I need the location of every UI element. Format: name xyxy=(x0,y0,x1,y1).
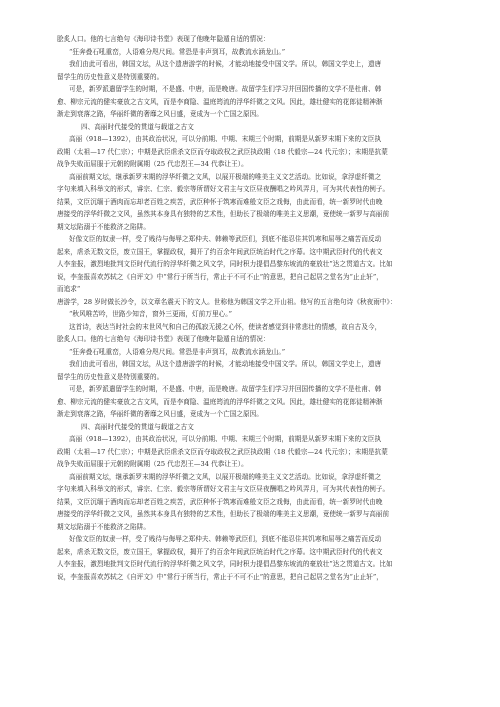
text-line: 好像文臣的奴隶一样，受了贱待与侮辱之郑仲夫、韩赖等武臣们，到底不能忍住其饥寒和屈辱之痛苦而反动 xyxy=(69,535,382,543)
text-line: 脍炙人口。他的七言绝句《海印诗书堂》表现了他晚年隐遁自适的情况： xyxy=(57,335,270,343)
text-line: 渐走到衰落之路，华丽纤微的奢靡之风日盛，竟成为一个亡国之原因。 xyxy=(57,410,263,418)
text-line: 我们由此可看出，韩国文坛，从这个遗唐游学的时候，才能动地接受中国文学。所以，韩国文学史上，遗唐 xyxy=(69,360,382,368)
text-line: 好像文臣的奴隶一样，受了贱待与侮辱之郑仲夫、韩赖等武臣们，到底不能忍住其饥寒和屈辱之痛苦而反动 xyxy=(69,235,382,243)
text-line: 起来，虐杀无数文臣，废立国王，掌握政权，揭开了约百余年间武臣统治时代之序幕。这中期武臣时代的代表文 xyxy=(57,247,383,256)
text-line: 可是，新罗派遣留学生的时期，不是盛、中唐，而是晚唐。故留学生们学习并回国传播的文学不是杜甫、韩 xyxy=(69,85,382,93)
document-body xyxy=(57,33,447,583)
text-line: 政期（太祖—17 代仁宗）；中期是武臣虐杀文臣而夺取政权之武臣执政期（18 代毅宗—24 代元宗）；末期是抗蒙 xyxy=(57,147,388,156)
text-line: 唐接受的浮华纤微之文风，虽然其本身具有独特的艺术性，但助长了极端的唯美主义思潮，竟使统一新罗与高丽前 xyxy=(57,510,390,518)
text-line: 字句来填入科举文的形式，睿宗、仁宗、毅宗等所谓好文君主与文臣昼夜酬唱之吟风弄月，可为其代表性的例子。 xyxy=(57,185,390,193)
text-line: 脍炙人口。他的七言绝句《海印诗书堂》表现了他晚年隐遁自适的情况： xyxy=(57,35,270,43)
text-line: 可是，新罗派遣留学生的时期，不是盛、中唐，而是晚唐。故留学生们学习并回国传播的文学不是杜甫、韩 xyxy=(69,385,382,393)
text-line: 战争失败而屈服于元朝的附属期（25 代忠烈王—34 代恭让王）。 xyxy=(57,460,248,468)
text-line: 高丽前期文坛，继承新罗末期的浮华纤微之文风，以展开极端的唯美主义文艺活动。比如说，拿浮虚纤微之 xyxy=(69,472,382,481)
text-line: 人李奎报，激烈地批判文臣时代流行的浮华纤微之风文学，同时积力提倡昌黎东坡流的豪放壮”达之贯道古文。比如 xyxy=(57,560,393,568)
text-line: 起来，虐杀无数文臣，废立国王，掌握政权，揭开了约百余年间武臣统治时代之序幕。这中期武臣时代的代表文 xyxy=(57,547,383,556)
text-line: 唐游学，28 岁时做长沙令，以文章名震天下的文人。世称他为韩国文学之开山祖。他写的五言绝句诗《秋夜雨中》： xyxy=(57,297,397,306)
text-line: 战争失败而屈服于元朝的附属期（25 代忠烈王—34 代恭让王）。 xyxy=(57,160,248,168)
text-line: “秋风唯苦吟，世路少知音，窗外三更雨，灯前万里心。” xyxy=(69,310,232,318)
text-line: 愈、柳宗元流的健实豪放之古文风，而是李商隐、温庭筠流的浮华纤微之文风。因此，雄壮健实的花郎徒精神渐 xyxy=(57,97,383,106)
text-line: 留学生的历史性意义是特别重要的。 xyxy=(57,72,164,81)
text-line: 这首诗，表达当时社会的末世风气和自己的孤寂无援之心怀，使读者感觉到非常悲壮的情感，故自古及今， xyxy=(69,322,382,331)
text-line: 说，李奎报喜欢苏轼之《自评文》中“常行于所当行，常止于不可不止”的意思，把自己起居之堂名为“止止轩”， xyxy=(57,572,383,581)
text-line: 渐走到衰落之路，华丽纤微的奢靡之风日盛，竟成为一个亡国之原因。 xyxy=(57,110,263,118)
text-line: 高丽前期文坛，继承新罗末期的浮华纤微之文风，以展开极端的唯美主义文艺活动。比如说，拿浮虚纤微之 xyxy=(69,172,382,181)
section-heading: 四、高丽时代接受的贯道与载道之古文 xyxy=(81,422,194,431)
text-line: “狂奔叠石吼重峦，人语难分咫尺间。常恐是非声到耳，故教流水涵龙山。” xyxy=(69,347,286,356)
text-line: 高丽（918—1392），由其政治状况，可以分前期、中期、末期三个时期，前期是从新罗末期下来的文臣执 xyxy=(69,435,382,443)
text-line: 字句来填入科举文的形式，睿宗、仁宗、毅宗等所谓好文君主与文臣昼夜酬唱之吟风弄月，可为其代表性的例子。 xyxy=(57,485,390,493)
text-line: “狂奔叠石吼重峦，人语难分咫尺间。常恐是非声到耳，故教流水涵龙山。” xyxy=(69,47,286,56)
text-line: 期文坛陷溺于不能救济之陷阱。 xyxy=(57,522,151,531)
text-line: 我们由此可看出，韩国文坛，从这个遗唐游学的时候，才能动地接受中国文学。所以，韩国文学史上，遗唐 xyxy=(69,60,382,68)
text-line: 结果，文臣沉缅于酒肉而忘却老百姓之疾苦，武臣种怀于筑寒而难般文臣之戏侮，由此而看，统一新罗时代由晚 xyxy=(57,197,383,206)
section-heading: 四、高丽时代接受的贯道与载道之古文 xyxy=(81,122,194,131)
text-line: 结果，文臣沉缅于酒肉而忘却老百姓之疾苦，武臣种怀于筑寒而难般文臣之戏侮，由此而看，统一新罗时代由晚 xyxy=(57,497,383,506)
text-line: 留学生的历史性意义是特别重要的。 xyxy=(57,372,164,381)
text-line: 愈、柳宗元流的健实豪放之古文风，而是李商隐、温庭筠流的浮华纤微之文风。因此，雄壮健实的花郎徒精神渐 xyxy=(57,397,383,406)
text-line: 说，李奎报喜欢苏轼之《自评文》中“常行于所当行，常止于不可不止”的意思，把自己起居之堂名为“止止轩”， xyxy=(57,272,383,281)
text-line: 政期（太祖—17 代仁宗）；中期是武臣虐杀文臣而夺取政权之武臣执政期（18 代毅宗—24 代元宗）；末期是抗蒙 xyxy=(57,447,388,456)
text-line: 高丽（918—1392），由其政治状况，可以分前期、中期、末期三个时期，前期是从新罗末期下来的文臣执 xyxy=(69,135,382,143)
text-line: 人李奎报，激烈地批判文臣时代流行的浮华纤微之风文学，同时积力提倡昌黎东坡流的豪放壮”达之贯道古文。比如 xyxy=(57,260,393,268)
text-line: 唐接受的浮华纤微之文风，虽然其本身具有独特的艺术性，但助长了极端的唯美主义思潮，竟使统一新罗与高丽前 xyxy=(57,210,390,218)
text-line: 而追求“ xyxy=(57,285,81,293)
text-line: 期文坛陷溺于不能救济之陷阱。 xyxy=(57,222,151,231)
